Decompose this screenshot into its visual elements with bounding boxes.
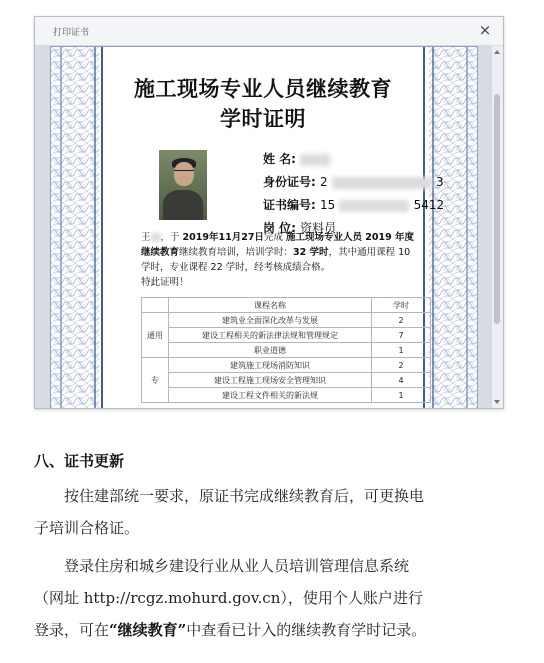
article-paragraph-2-line-3: [34, 614, 512, 646]
course-hours: 2: [372, 313, 431, 328]
para-name: 王: [141, 232, 151, 243]
id-suffix: 3: [436, 175, 444, 189]
para-text: 继续教育培训，培训学时：: [179, 247, 294, 258]
para-text: 完成: [263, 232, 286, 243]
id-label: 身份证号:: [263, 175, 316, 189]
name-label: 姓 名:: [263, 152, 296, 166]
table-row: [142, 358, 431, 373]
dialog-title: 打印证书: [53, 28, 90, 38]
course-hours: 1: [372, 343, 431, 358]
course-name: 建设工程文件相关的新法规: [169, 388, 372, 403]
scroll-down-icon[interactable]: [494, 400, 500, 404]
guilloche-border-left: [51, 47, 99, 408]
para-name-redacted: [151, 233, 161, 242]
para-text: ，其中通用课程 10 学时，专业课程 22 学时，经考核成绩合格。: [141, 247, 411, 273]
cert-number-label: 证书编号:: [263, 198, 316, 212]
certificate-title-line2: 学时证明: [220, 106, 306, 131]
course-hours: 2: [372, 358, 431, 373]
table-row: [142, 313, 431, 328]
course-hours: 4: [372, 373, 431, 388]
para-date: 2019年11月27日: [182, 232, 264, 243]
para-closing: 特此证明！: [141, 277, 189, 288]
vertical-scrollbar[interactable]: [491, 46, 503, 408]
text-segment: 登录，可在: [34, 621, 110, 639]
course-name: 职业道德: [169, 343, 372, 358]
para-text: ，于: [160, 232, 183, 243]
guilloche-border-right: [429, 47, 477, 408]
cert-number-field: [263, 196, 444, 213]
course-table: [141, 297, 431, 403]
table-row: [142, 343, 431, 358]
article-paragraph-2-line-2: （网址 http://rcgz.mohurd.gov.cn），使用个人账户进行: [34, 589, 423, 607]
continuing-education-term: “继续教育”: [109, 621, 187, 639]
para-program: 施工现场专业人员 2019 年度继续教育: [141, 232, 415, 258]
section-heading: 八、证书更新: [34, 452, 125, 470]
id-field: [263, 173, 444, 190]
cert-number-redacted: [339, 200, 409, 212]
table-row: [142, 328, 431, 343]
close-icon[interactable]: ×: [478, 21, 492, 39]
certificate-title-line1: 施工现场专业人员继续教育: [134, 76, 392, 101]
scroll-up-icon[interactable]: [494, 50, 500, 54]
table-row: [142, 388, 431, 403]
table-header-row: [142, 298, 431, 313]
certificate: [50, 46, 478, 408]
course-name: 建筑业全面深化改革与发展: [169, 313, 372, 328]
post-label: 岗 位:: [263, 221, 296, 235]
article-paragraph-2-line-1: 登录住房和城乡建设行业从业人员培训管理信息系统: [64, 557, 410, 575]
portrait-photo: [159, 150, 207, 220]
id-prefix: 2: [320, 175, 328, 189]
certificate-paragraph: [141, 230, 419, 290]
group-special: 专: [142, 358, 169, 403]
text-segment: 中查看已计入的继续教育学时记录。: [186, 621, 427, 639]
certificate-viewport: [35, 46, 493, 408]
cert-number-prefix: 15: [320, 198, 336, 212]
id-redacted: [332, 177, 432, 189]
scroll-thumb[interactable]: [494, 94, 500, 324]
course-hours: 7: [372, 328, 431, 343]
name-redacted: [300, 154, 330, 166]
article-paragraph-1-line-2: 子培训合格证。: [34, 519, 140, 537]
post-value: 资料员: [300, 221, 337, 235]
dialog-titlebar: [35, 17, 503, 46]
cert-number-suffix: 5412: [413, 198, 445, 212]
group-general: 通用: [142, 313, 169, 358]
article-paragraph-1-line-1: 按住建部统一要求，原证书完成继续教育后，可更换电: [64, 487, 425, 505]
print-certificate-dialog: [34, 16, 504, 409]
header-hours: 学时: [372, 298, 431, 313]
para-hours: 32 学时: [293, 247, 329, 258]
course-name: 建筑施工现场消防知识: [169, 358, 372, 373]
name-field: [263, 150, 330, 167]
header-course-name: 课程名称: [169, 298, 372, 313]
table-row: [142, 373, 431, 388]
course-name: 建设工程施工现场安全管理知识: [169, 373, 372, 388]
course-name: 建设工程相关的新法律法规和管理规定: [169, 328, 372, 343]
course-hours: 1: [372, 388, 431, 403]
